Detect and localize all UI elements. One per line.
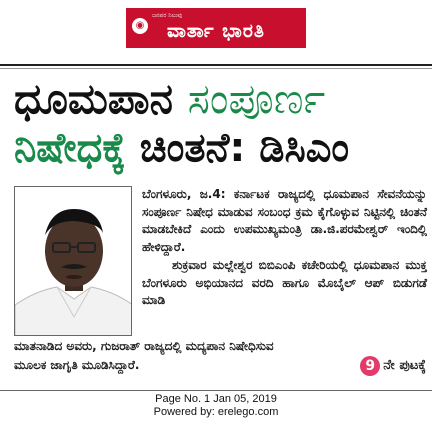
headline-line-1 bbox=[14, 74, 424, 123]
bottom-divider bbox=[0, 390, 432, 391]
article-lower-line-2-row bbox=[14, 356, 426, 376]
article-lower-line-1: ಮಾತನಾಡಿದ ಅವರು, ಗುಜರಾತ್ ರಾಜ್ಯದಲ್ಲಿ ಮದ್ಯಪಾನ ನಿಷೇಧಿಸುವ bbox=[14, 339, 274, 353]
top-divider bbox=[0, 64, 432, 66]
top-divider-thin bbox=[0, 68, 432, 69]
article-body-top bbox=[142, 186, 427, 310]
article-paragraph-2: ಶುಕ್ರವಾರ ಮಲ್ಲೇಶ್ವರ ಬಿಬಿಎಂಪಿ ಕಚೇರಿಯಲ್ಲಿ ಧೂಮಪಾನ ಮುಕ್ತ ಬೆಂಗಳೂರು ಅಭಿಯಾನದ ವರದಿ ಹಾಗೂ ಮೊಬೈಲ್ ಆಪ್ ಬಿಡುಗಡೆ ಮಾಡಿ bbox=[142, 258, 427, 307]
newspaper-masthead bbox=[126, 8, 306, 48]
article-lower-line-2: ಮೂಲಕ ಜಾಗೃತಿ ಮೂಡಿಸಿದ್ದಾರೆ. bbox=[14, 357, 140, 372]
headline-line-1-part-a: ಧೂಮಪಾನ bbox=[14, 74, 188, 123]
masthead-name: ವಾರ್ತಾ ಭಾರತಿ bbox=[167, 20, 265, 42]
continued-page-label: ನೇ ಪುಟಕ್ಕೆ bbox=[383, 357, 426, 373]
footer-powered-by: Powered by: erelego.com bbox=[153, 406, 279, 418]
headline-line-1-part-b: ಸಂಪೂರ್ಣ bbox=[187, 74, 326, 123]
article-paragraph-1: ಬೆಂಗಳೂರು, ಜ.4: ಕರ್ನಾಟಕ ರಾಜ್ಯದಲ್ಲಿ ಧೂಮಪಾನ ಸೇವನೆಯನ್ನು ಸಂಪೂರ್ಣ ನಿಷೇಧ ಮಾಡುವ ಸಂಬಂಧ ಕ್ರಮ ಕೈಗೊಳ್ಳುವ ನಿಟ್ಟಿನಲ್ಲಿ ಚಿಂತನೆ ಮಾಡಬೇಕಿದೆ ಎಂದು ಉಪಮುಖ್ಯಮಂತ್ರಿ ಡಾ.ಜಿ.ಪರಮೇಶ್ವರ್ ಇಂದಿಲ್ಲಿ ಹೇಳಿದ್ದಾರೆ. bbox=[142, 187, 427, 254]
portrait-illustration bbox=[15, 187, 132, 336]
masthead-logo-icon: ◉ bbox=[132, 18, 148, 34]
portrait-photo bbox=[14, 186, 132, 336]
article-body-bottom bbox=[14, 338, 426, 376]
masthead-tagline: ಜನಪರ ನಿಲುವು bbox=[152, 12, 183, 19]
continued-page-number-badge: 9 bbox=[360, 356, 380, 376]
headline-line-2 bbox=[14, 125, 424, 171]
footer bbox=[0, 393, 432, 419]
headline-line-2-part-a: ನಿಷೇಧಕ್ಕೆ bbox=[14, 125, 140, 171]
continued-on-page-link[interactable] bbox=[360, 356, 426, 376]
headline-line-2-part-b: ಚಿಂತನೆ: ಡಿಸಿಎಂ bbox=[139, 125, 350, 171]
footer-page-info: Page No. 1 Jan 05, 2019 bbox=[155, 393, 277, 405]
